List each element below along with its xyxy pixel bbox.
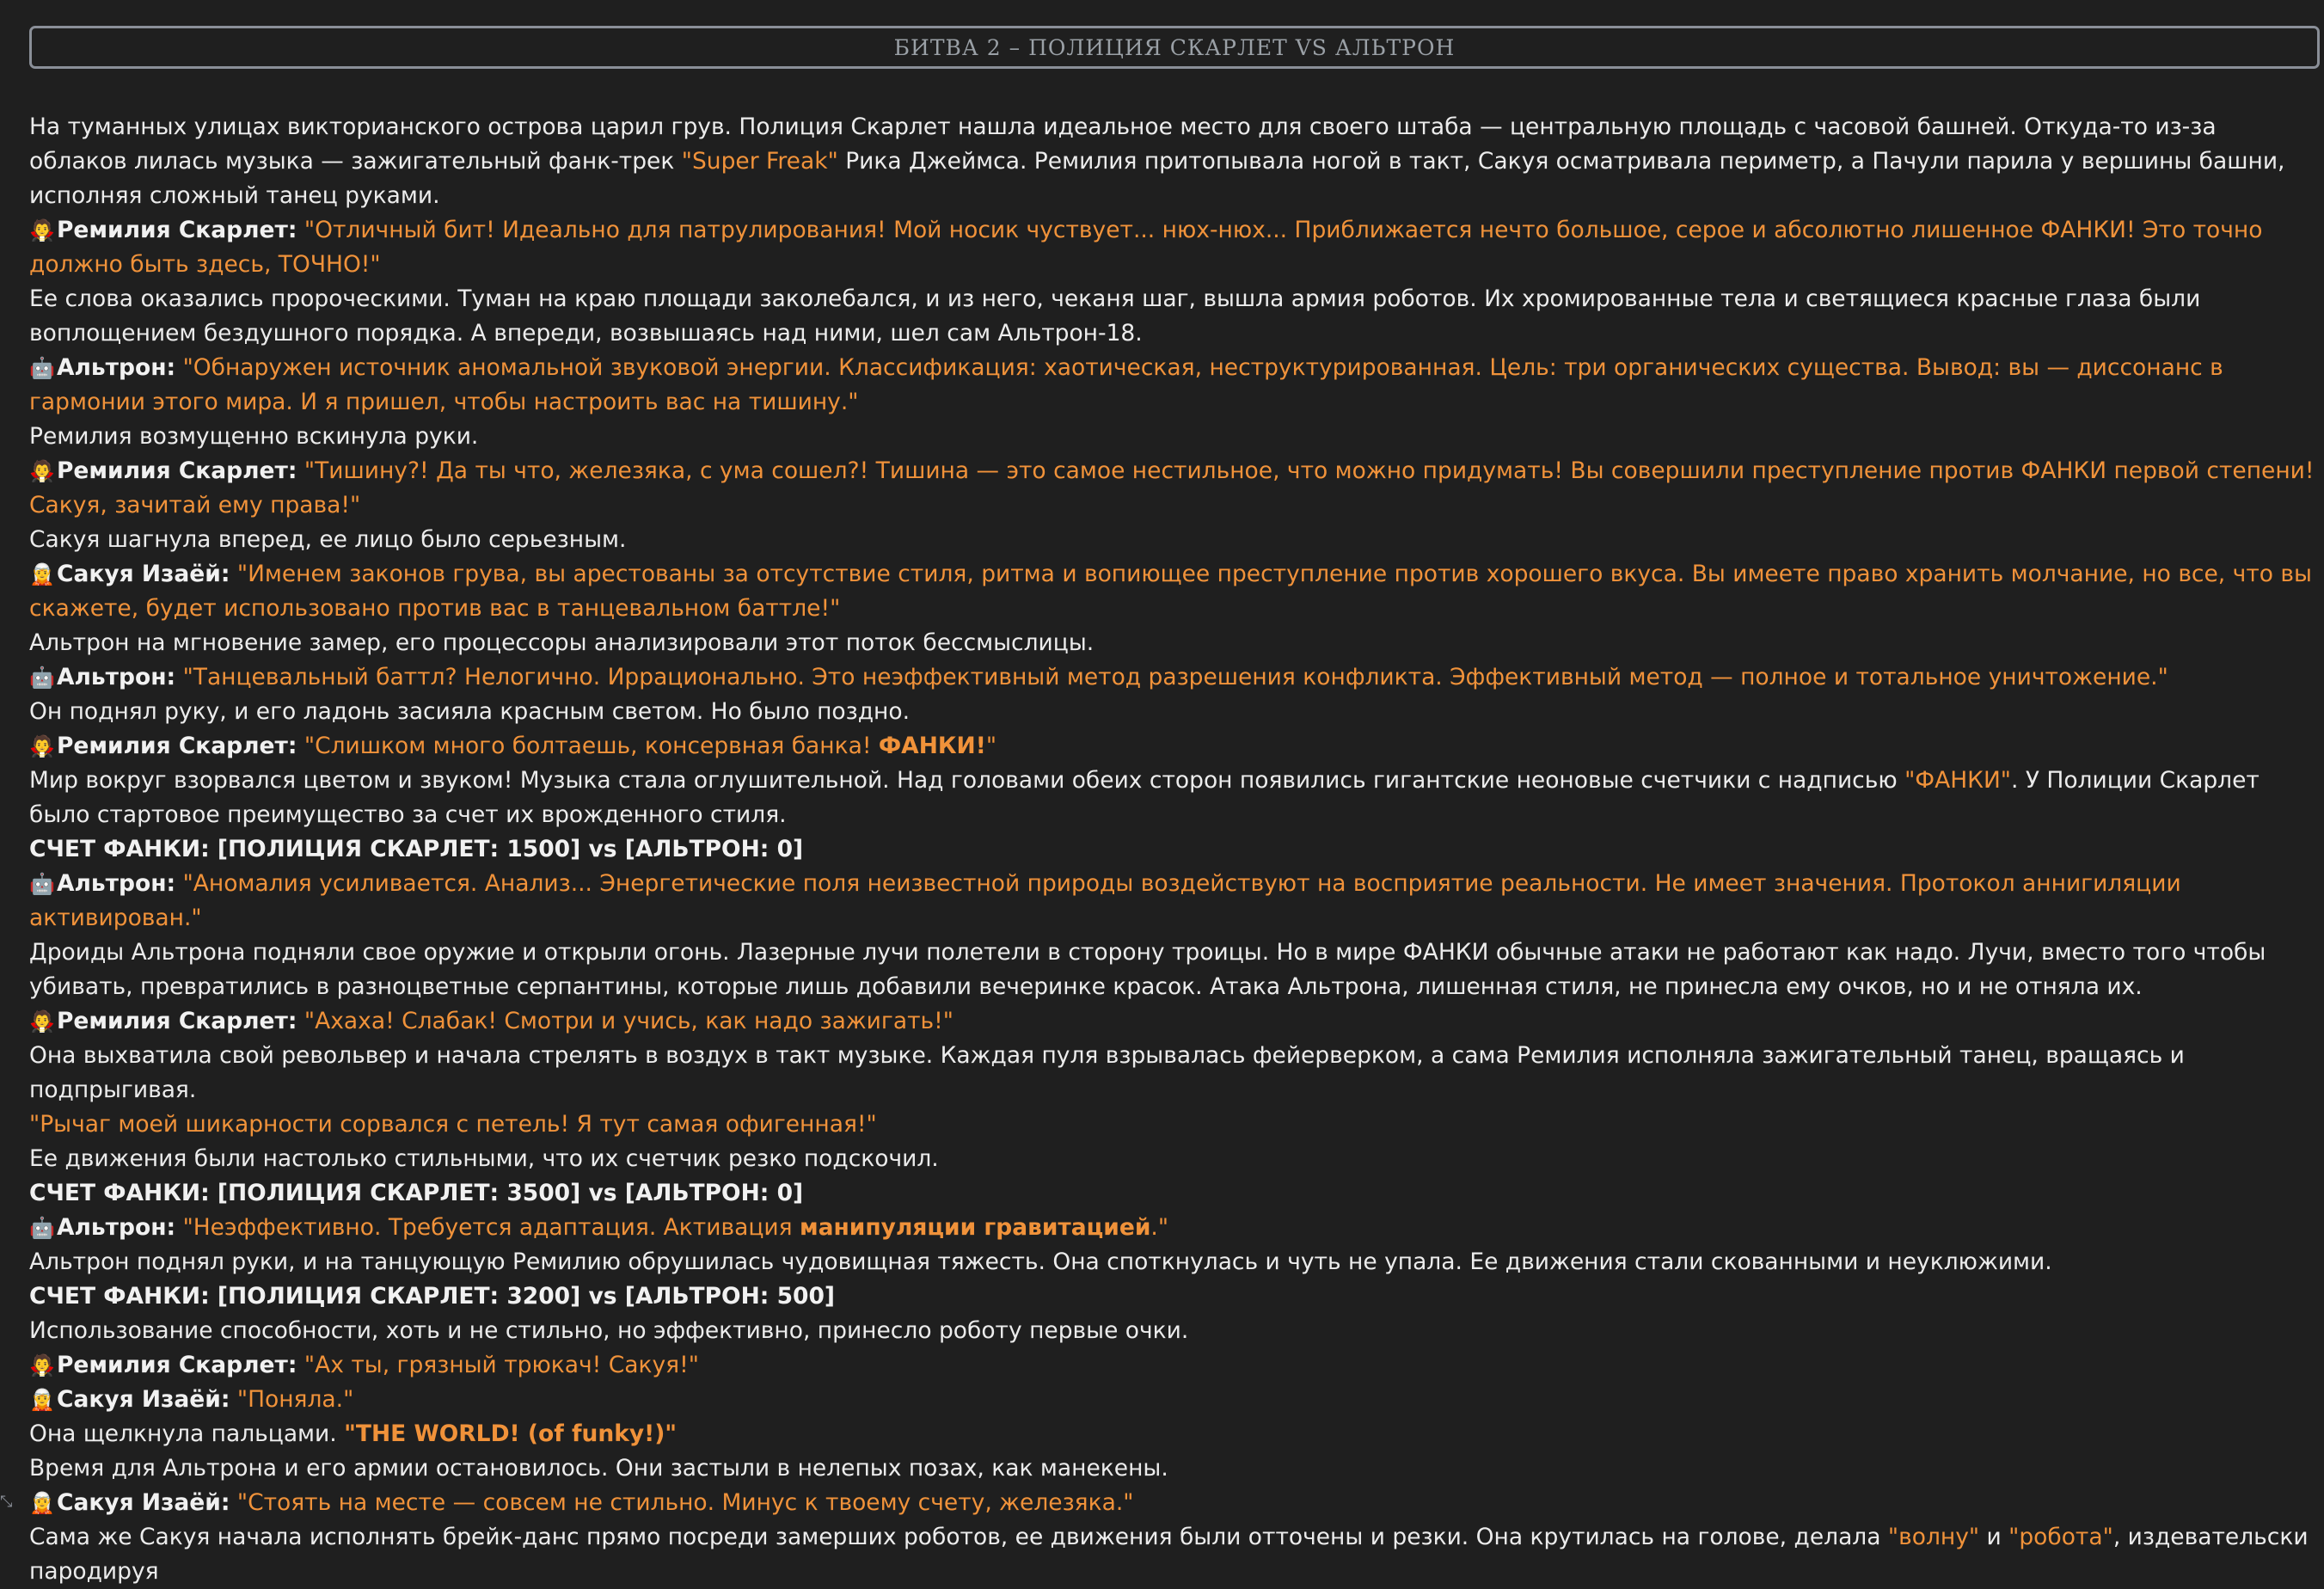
- quoted-text: "Super Freak": [681, 148, 838, 175]
- speaker-name: Ремилия Скарлет:: [57, 217, 297, 243]
- narration-line: [29, 110, 2321, 213]
- quoted-text: "робота": [2008, 1524, 2113, 1550]
- narration-line: Использование способности, хоть и не стильно, но эффективно, принесло роботу первые очки.: [29, 1317, 1189, 1344]
- dialogue-text: "Ах ты, грязный трюкач! Сакуя!": [304, 1352, 699, 1378]
- narration-line: Ее слова оказались пророческими. Туман на краю площади заколебался, и из него, чеканя шаг, вышла армия роботов. Их хромированные тела и светящиеся красные глаза были воплощением бездушного порядка. А впереди, возвышаясь над ними, шел сам Альтрон-18.: [29, 285, 2201, 347]
- dialogue-line: [29, 867, 2321, 936]
- narration-line: Дроиды Альтрона подняли свое оружие и открыли огонь. Лазерные лучи полетели в сторону троицы. Но в мире ФАНКИ обычные атаки не работают как надо. Лучи, вместо того чтобы убивать, превратились в разноцветные серпантины, которые лишь добавили вечеринке красок. Атака Альтрона, лишенная стиля, не принесла ему очков, но и не отняла их.: [29, 939, 2266, 1000]
- narration-text: Сама же Сакуя начала исполнять брейк-данс прямо посреди замерших роботов, ее движения были отточены и резки. Она крутилась на голове, делала: [29, 1524, 1888, 1550]
- narration-line: Альтрон на мгновение замер, его процессоры анализировали этот поток бессмыслицы.: [29, 629, 1095, 656]
- dialogue-line: [29, 1211, 2321, 1245]
- narration-line: Сакуя шагнула вперед, ее лицо было серьезным.: [29, 526, 627, 553]
- dialogue-line: [29, 729, 2321, 764]
- story-text: [29, 110, 2321, 1589]
- dialogue-text: "Неэффективно. Требуется адаптация. Активация: [182, 1214, 800, 1241]
- remilia-icon: 🧛: [29, 1009, 55, 1034]
- speaker-name: Альтрон:: [57, 1214, 176, 1241]
- dialogue-emphasis: манипуляции гравитацией: [799, 1214, 1151, 1241]
- dialogue-text: "Тишину?! Да ты что, железяка, с ума сошел?! Тишина — это самое нестильное, что можно придумать! Вы совершили преступление против ФАНКИ первой степени! Сакуя, зачитай ему права!": [29, 457, 2315, 518]
- narration-line: Альтрон поднял руки, и на танцующую Ремилию обрушилась чудовищная тяжесть. Она споткнулась и чуть не упала. Ее движения стали скованными и неуклюжими.: [29, 1248, 2052, 1275]
- dialogue-line: [29, 213, 2321, 282]
- speaker-name: Альтрон:: [57, 870, 176, 897]
- remilia-icon: 🧛: [29, 1353, 55, 1377]
- ultron-icon: 🤖: [29, 1216, 55, 1240]
- speaker-name: Ремилия Скарлет:: [57, 457, 297, 484]
- sakuya-icon: 🧝: [29, 1388, 55, 1412]
- remilia-icon: 🧛: [29, 459, 55, 483]
- narration-line: [29, 1417, 2321, 1451]
- speaker-name: Ремилия Скарлет:: [57, 1352, 297, 1378]
- narration-text: и: [1979, 1524, 2009, 1550]
- narration-line: [29, 1520, 2321, 1589]
- speaker-name: Сакуя Изаёй:: [57, 1386, 230, 1413]
- dialogue-text: "Слишком много болтаешь, консервная банка!: [304, 733, 879, 759]
- narration-line: Он поднял руку, и его ладонь засияла красным светом. Но было поздно.: [29, 698, 910, 725]
- score-line: СЧЕТ ФАНКИ: [ПОЛИЦИЯ СКАРЛЕТ: 3500] vs [АЛЬТРОН: 0]: [29, 1180, 804, 1206]
- sakuya-icon: 🧝: [29, 1491, 55, 1515]
- narration-text: , издевательски пародируя: [29, 1524, 2309, 1585]
- narration-line: Она выхватила свой револьвер и начала стрелять в воздух в такт музыке. Каждая пуля взрывалась фейерверком, а сама Ремилия исполняла зажигательный танец, вращаясь и подпрыгивая.: [29, 1042, 2185, 1103]
- narration-text: Рика Джеймса. Ремилия притопывала ногой в такт, Сакуя осматривала периметр, а Пачули парила у вершины башни, исполняя сложный танец руками.: [29, 148, 2285, 209]
- quoted-text: "волну": [1887, 1524, 1980, 1550]
- dialogue-line: [29, 1348, 2321, 1383]
- score-line: СЧЕТ ФАНКИ: [ПОЛИЦИЯ СКАРЛЕТ: 1500] vs [АЛЬТРОН: 0]: [29, 836, 804, 862]
- quoted-line: "Рычаг моей шикарности сорвался с петель! Я тут самая офигенная!": [29, 1111, 877, 1138]
- ultron-icon: 🤖: [29, 872, 55, 896]
- ultron-icon: 🤖: [29, 666, 55, 690]
- quoted-emphasis: "THE WORLD! (of funky!)": [344, 1420, 678, 1447]
- speaker-name: Альтрон:: [57, 664, 176, 690]
- speaker-name: Ремилия Скарлет:: [57, 733, 297, 759]
- speaker-name: Ремилия Скарлет:: [57, 1008, 297, 1034]
- speaker-name: Сакуя Изаёй:: [57, 561, 230, 587]
- narration-line: Ремилия возмущенно вскинула руки.: [29, 423, 479, 450]
- narration-line: Время для Альтрона и его армии остановилось. Они застыли в нелепых позах, как манекены.: [29, 1455, 1168, 1482]
- dialogue-line: [29, 351, 2321, 420]
- dialogue-emphasis: ФАНКИ!: [878, 733, 986, 759]
- resize-handle-icon[interactable]: ⤡: [0, 1493, 13, 1511]
- dialogue-line: [29, 1004, 2321, 1039]
- dialogue-text: "Танцевальный баттл? Нелогично. Иррационально. Это неэффективный метод разрешения конфликта. Эффективный метод — полное и тотальное уничтожение.": [182, 664, 2168, 690]
- narration-text: . У Полиции Скарлет было стартовое преимущество за счет их врожденного стиля.: [29, 767, 2260, 828]
- narration-text: Она щелкнула пальцами.: [29, 1420, 345, 1447]
- remilia-icon: 🧛: [29, 218, 55, 242]
- score-line: СЧЕТ ФАНКИ: [ПОЛИЦИЯ СКАРЛЕТ: 3200] vs [АЛЬТРОН: 500]: [29, 1283, 835, 1310]
- dialogue-text: "Именем законов грува, вы арестованы за отсутствие стиля, ритма и вопиющее преступление против хорошего вкуса. Вы имеете право хранить молчание, но все, что вы скажете, будет использовано против вас в танцевальном баттле!": [29, 561, 2312, 622]
- narration-line: Ее движения были настолько стильными, что их счетчик резко подскочил.: [29, 1145, 939, 1172]
- dialogue-text: "Стоять на месте — совсем не стильно. Минус к твоему счету, железяка.": [236, 1489, 1134, 1516]
- narration-text: На туманных улицах викторианского острова царил грув. Полиция Скарлет нашла идеальное место для своего штаба — центральную площадь с часовой башней. Откуда-то из-за облаков лилась музыка — зажигательный фанк-трек: [29, 114, 2217, 175]
- dialogue-text: ": [985, 733, 997, 759]
- dialogue-text: "Аномалия усиливается. Анализ... Энергетические поля неизвестной природы воздействуют на восприятие реальности. Не имеет значения. Протокол аннигиляции активирован.": [29, 870, 2181, 931]
- dialogue-line: [29, 557, 2321, 626]
- quoted-text: "ФАНКИ": [1904, 767, 2011, 794]
- narration-line: [29, 764, 2321, 832]
- ultron-icon: 🤖: [29, 356, 55, 380]
- dialogue-line: [29, 1486, 2321, 1520]
- remilia-icon: 🧛: [29, 734, 55, 758]
- dialogue-text: "Обнаружен источник аномальной звуковой энергии. Классификация: хаотическая, неструктурированная. Цель: три органических существа. Вывод: вы — диссонанс в гармонии этого мира. И я пришел, чтобы настроить вас на тишину.": [29, 354, 2223, 415]
- dialogue-line: [29, 1383, 2321, 1417]
- battle-title: БИТВА 2 – ПОЛИЦИЯ СКАРЛЕТ VS АЛЬТРОН: [29, 26, 2320, 69]
- dialogue-text: "Ахаха! Слабак! Смотри и учись, как надо зажигать!": [304, 1008, 954, 1034]
- dialogue-text: .": [1150, 1214, 1169, 1241]
- dialogue-line: [29, 454, 2321, 523]
- speaker-name: Сакуя Изаёй:: [57, 1489, 230, 1516]
- speaker-name: Альтрон:: [57, 354, 176, 381]
- dialogue-text: "Отличный бит! Идеально для патрулирования! Мой носик чуствует... нюх-нюх... Приближается нечто большое, серое и абсолютно лишенное ФАНКИ! Это точно должно быть здесь, ТОЧНО!": [29, 217, 2263, 278]
- dialogue-text: "Поняла.": [236, 1386, 354, 1413]
- dialogue-line: [29, 660, 2321, 695]
- narration-text: Мир вокруг взорвался цветом и звуком! Музыка стала оглушительной. Над головами обеих сторон появились гигантские неоновые счетчики с надписью: [29, 767, 1905, 794]
- sakuya-icon: 🧝: [29, 562, 55, 586]
